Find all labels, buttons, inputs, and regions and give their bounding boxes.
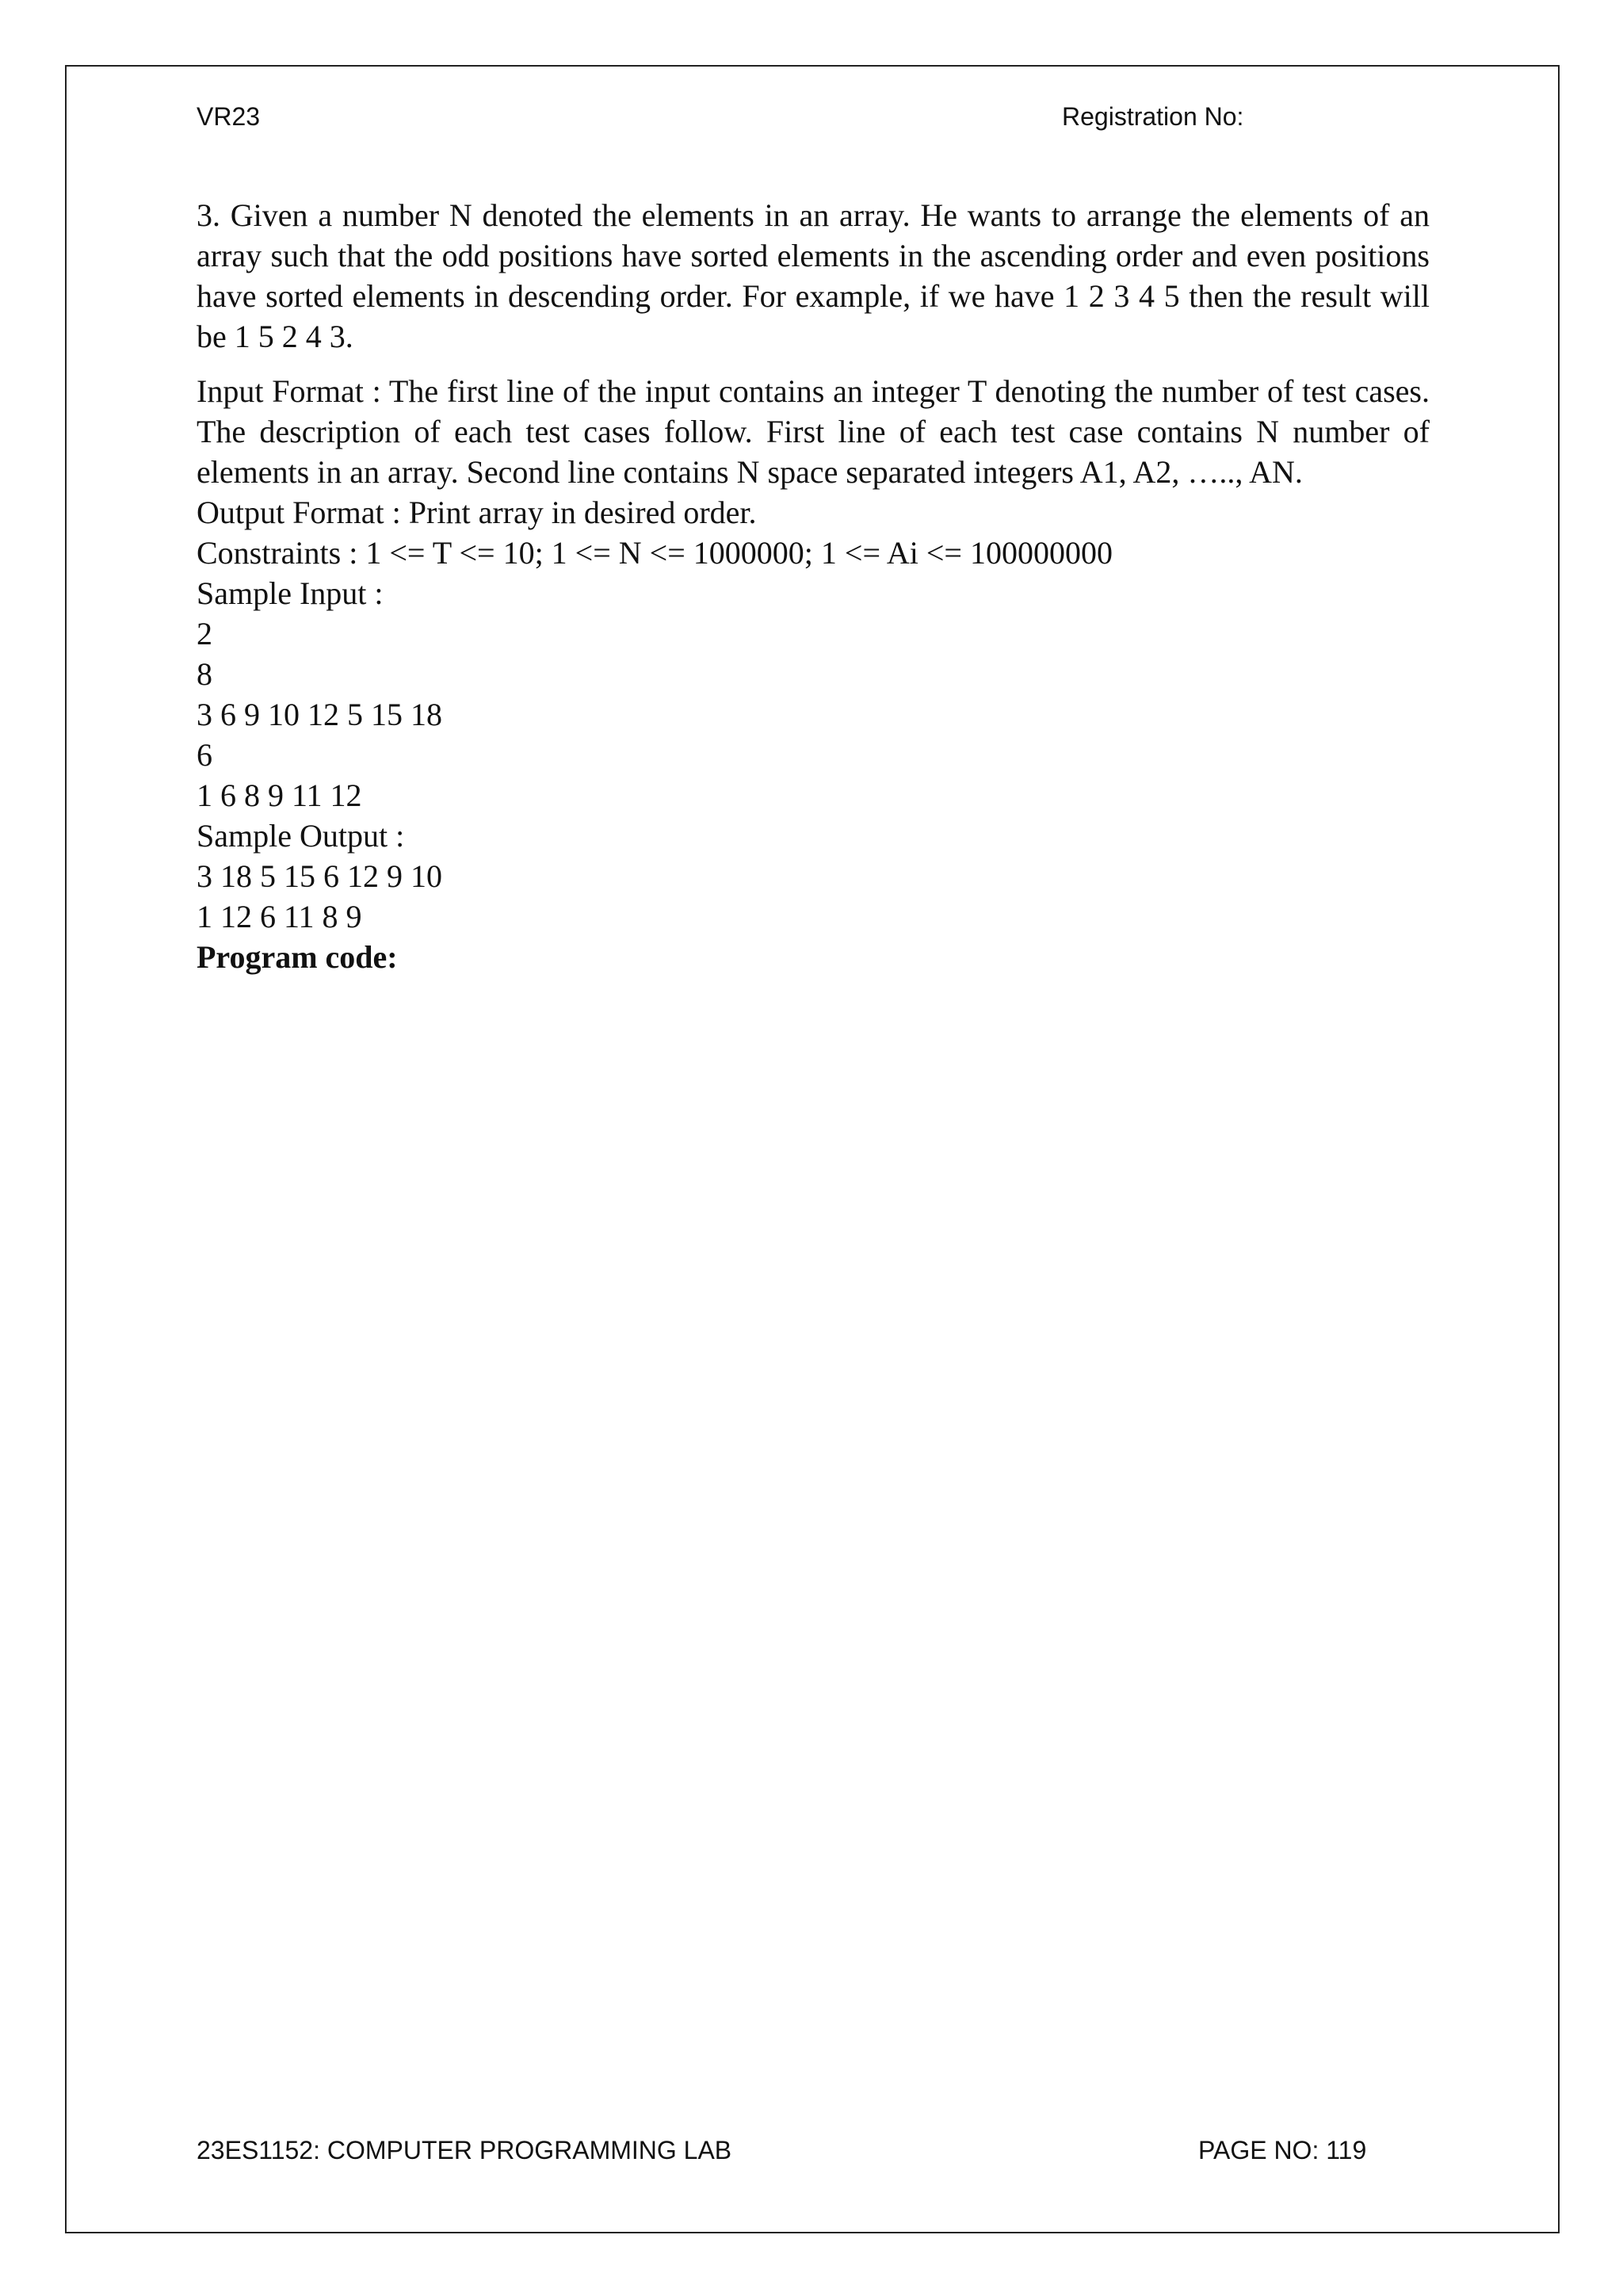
problem-statement: 3. Given a number N denoted the elements in an array. He wants to arrange the elements of an array such that the odd positions have sorted elements in the ascending order and even positions have sorted elements in descending order. For example, if we have 1 2 3 4 5 then the result will be 1 5 2 4 3. — [197, 197, 1430, 354]
header-registration-label: Registration No: — [1062, 102, 1244, 131]
sample-input-line: 2 — [197, 616, 212, 651]
input-format: Input Format : The first line of the input contains an integer T denoting the number of test cases. The description of each test cases follow. First line of each test case contains N number of elements in an array. Second line contains N space separated integers A1, A2, ….., AN. — [197, 373, 1430, 490]
footer-course-title: 23ES1152: COMPUTER PROGRAMMING LAB — [197, 2136, 732, 2164]
problem-content — [197, 195, 1430, 977]
footer-page-number: PAGE NO: 119 — [1198, 2136, 1367, 2164]
sample-input-line: 6 — [197, 737, 212, 773]
sample-output-line: 1 12 6 11 8 9 — [197, 899, 362, 934]
sample-input-line: 8 — [197, 656, 212, 692]
header-course-code: VR23 — [197, 102, 261, 131]
sample-output-line: 3 18 5 15 6 12 9 10 — [197, 858, 442, 894]
constraints: Constraints : 1 <= T <= 10; 1 <= N <= 1000000; 1 <= Ai <= 100000000 — [197, 535, 1113, 571]
program-code-label: Program code: — [197, 939, 398, 975]
sample-output-label: Sample Output : — [197, 818, 405, 854]
sample-input-line: 3 6 9 10 12 5 15 18 — [197, 697, 442, 732]
sample-input-label: Sample Input : — [197, 575, 384, 611]
sample-input-line: 1 6 8 9 11 12 — [197, 777, 362, 813]
output-format: Output Format : Print array in desired order. — [197, 495, 757, 530]
